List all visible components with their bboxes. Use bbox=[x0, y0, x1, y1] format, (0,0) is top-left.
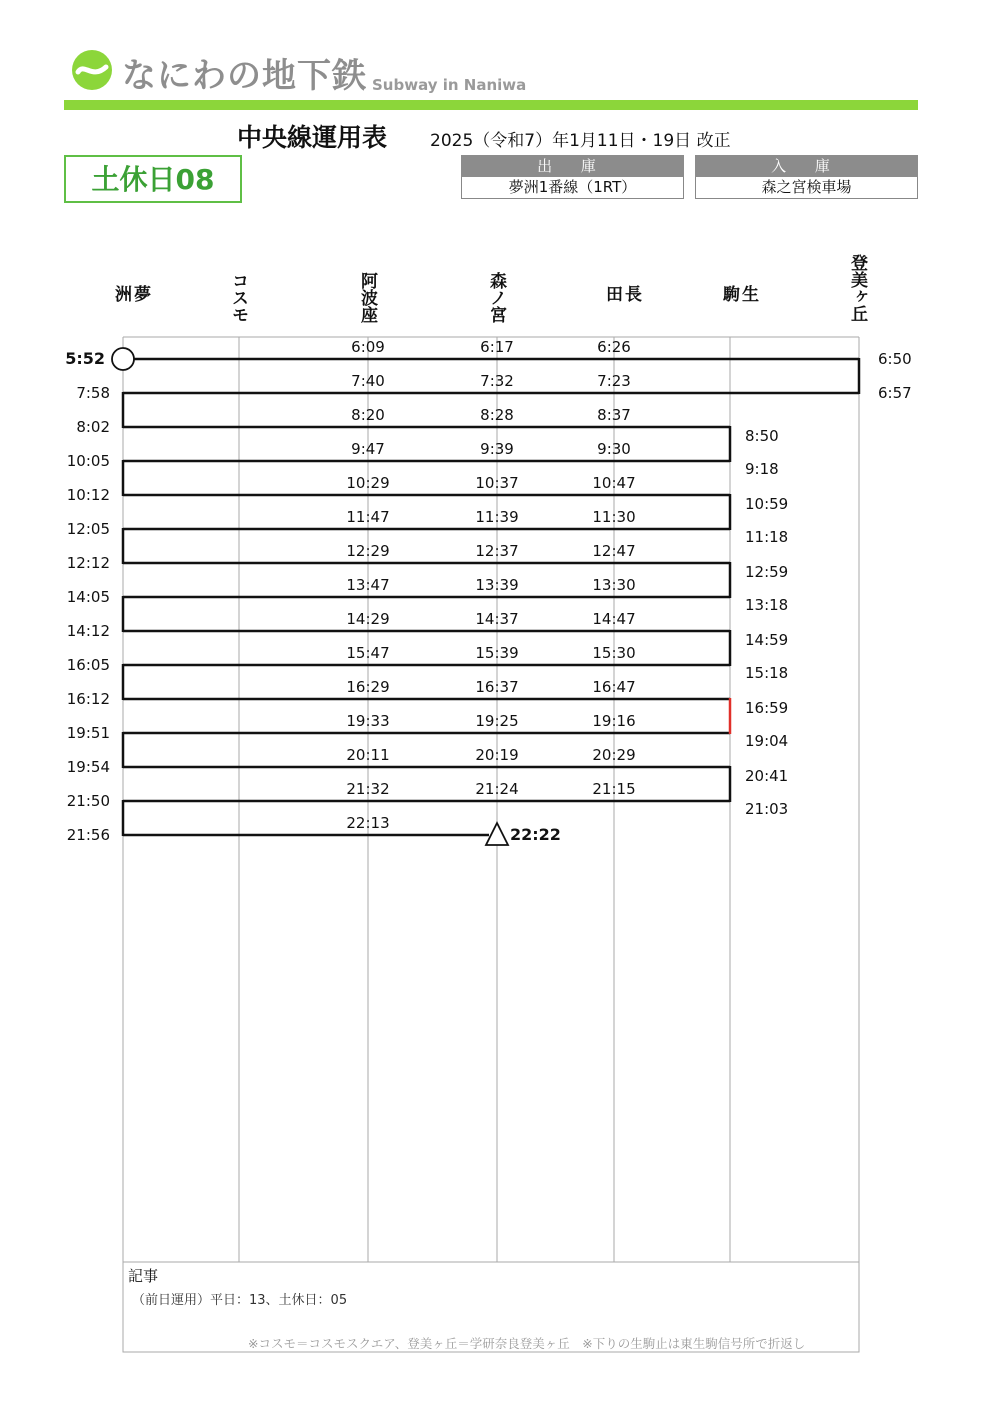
remarks-text: （前日運用）平日：13、土休日：05 bbox=[132, 1293, 348, 1308]
time-midstation: 16:47 bbox=[592, 678, 636, 696]
time-ikoma: 21:03 bbox=[745, 800, 789, 818]
time-tomigaoka: 6:50 bbox=[878, 350, 912, 368]
time-ikoma: 9:18 bbox=[745, 460, 779, 478]
time-yumeshima: 19:51 bbox=[66, 724, 110, 742]
time-midstation: 9:30 bbox=[597, 440, 631, 458]
time-ikoma: 15:18 bbox=[745, 664, 789, 682]
time-midstation: 15:39 bbox=[475, 644, 519, 662]
time-midstation: 6:09 bbox=[351, 338, 385, 356]
time-midstation: 16:37 bbox=[475, 678, 519, 696]
time-midstation: 15:30 bbox=[592, 644, 636, 662]
operation-id: 土休日08 bbox=[91, 163, 215, 196]
time-midstation: 11:47 bbox=[346, 508, 390, 526]
time-ikoma: 11:18 bbox=[745, 528, 789, 546]
time-yumeshima: 19:54 bbox=[66, 758, 110, 776]
time-midstation: 15:47 bbox=[346, 644, 390, 662]
time-yumeshima: 14:05 bbox=[66, 588, 110, 606]
time-ikoma: 12:59 bbox=[745, 563, 789, 581]
time-midstation: 8:20 bbox=[351, 406, 385, 424]
time-midstation: 14:37 bbox=[475, 610, 519, 628]
depart-value: 夢洲1番線（1RT） bbox=[461, 177, 684, 199]
time-midstation: 13:30 bbox=[592, 576, 636, 594]
time-yumeshima: 21:56 bbox=[66, 826, 110, 844]
revision-date: 2025（令和7）年1月11日・19日 改正 bbox=[430, 131, 731, 151]
remarks-title: 記事 bbox=[128, 1267, 159, 1285]
station-header-morinomiya: 森ノ宮 bbox=[486, 272, 506, 323]
time-midstation: 21:32 bbox=[346, 780, 390, 798]
station-header-cosmo: コスモ bbox=[228, 272, 248, 323]
depart-circle-icon bbox=[112, 348, 134, 370]
time-yumeshima: 12:12 bbox=[66, 554, 110, 572]
time-midstation: 7:40 bbox=[351, 372, 385, 390]
time-midstation: 8:28 bbox=[480, 406, 514, 424]
time-midstation: 21:24 bbox=[475, 780, 519, 798]
time-midstation: 14:29 bbox=[346, 610, 390, 628]
time-midstation: 11:39 bbox=[475, 508, 519, 526]
time-midstation: 12:29 bbox=[346, 542, 390, 560]
time-ikoma: 10:59 bbox=[745, 495, 789, 513]
arrive-label: 入 庫 bbox=[695, 155, 918, 177]
time-midstation: 12:37 bbox=[475, 542, 519, 560]
time-ikoma: 20:41 bbox=[745, 767, 789, 785]
time-midstation: 14:47 bbox=[592, 610, 636, 628]
time-tomigaoka: 6:57 bbox=[878, 384, 912, 402]
time-midstation: 8:37 bbox=[597, 406, 631, 424]
time-midstation: 16:29 bbox=[346, 678, 390, 696]
time-midstation: 10:47 bbox=[592, 474, 636, 492]
time-midstation: 20:19 bbox=[475, 746, 519, 764]
time-midstation: 11:30 bbox=[592, 508, 636, 526]
time-yumeshima: 16:05 bbox=[66, 656, 110, 674]
time-midstation: 6:26 bbox=[597, 338, 631, 356]
time-midstation: 19:25 bbox=[475, 712, 519, 730]
time-midstation: 10:37 bbox=[475, 474, 519, 492]
time-midstation: 9:47 bbox=[351, 440, 385, 458]
station-header-ikoma: 生駒 bbox=[719, 284, 758, 320]
time-yumeshima: 10:05 bbox=[66, 452, 110, 470]
time-yumeshima: 14:12 bbox=[66, 622, 110, 640]
page-title: 中央線運用表 bbox=[237, 123, 388, 152]
time-midstation: 19:33 bbox=[346, 712, 390, 730]
footnote: ※コスモ＝コスモスクエア、登美ヶ丘＝学研奈良登美ヶ丘 ※下りの生駒止は東生駒信号所で折返し bbox=[248, 1336, 806, 1351]
time-midstation: 7:23 bbox=[597, 372, 631, 390]
time-midstation: 7:32 bbox=[480, 372, 514, 390]
station-header-tomigaoka: 登美ヶ丘 bbox=[847, 254, 867, 322]
station-header-nagata: 長田 bbox=[602, 284, 641, 320]
time-ikoma: 8:50 bbox=[745, 427, 779, 445]
time-midstation: 21:15 bbox=[592, 780, 636, 798]
time-ikoma: 14:59 bbox=[745, 631, 789, 649]
time-midstation: 12:47 bbox=[592, 542, 636, 560]
time-ikoma: 19:04 bbox=[745, 732, 789, 750]
logo-text: なにわの地下鉄 bbox=[122, 56, 367, 96]
depart-label: 出 庫 bbox=[461, 155, 684, 177]
time-ikoma: 13:18 bbox=[745, 596, 789, 614]
time-ikoma: 16:59 bbox=[745, 699, 789, 717]
arrive-triangle-icon bbox=[486, 823, 508, 845]
time-midstation: 6:17 bbox=[480, 338, 514, 356]
time-yumeshima: 5:52 bbox=[65, 349, 105, 368]
station-header-awaza: 阿波座 bbox=[357, 272, 377, 323]
time-end-arrival: 22:22 bbox=[510, 825, 561, 844]
time-midstation: 20:29 bbox=[592, 746, 636, 764]
time-midstation: 13:47 bbox=[346, 576, 390, 594]
arrive-value: 森之宮検車場 bbox=[695, 177, 918, 199]
time-yumeshima: 10:12 bbox=[66, 486, 110, 504]
time-midstation: 10:29 bbox=[346, 474, 390, 492]
time-yumeshima: 7:58 bbox=[76, 384, 110, 402]
time-midstation: 9:39 bbox=[480, 440, 514, 458]
time-midstation: 22:13 bbox=[346, 814, 390, 832]
logo-subtitle: Subway in Naniwa bbox=[372, 76, 527, 94]
time-yumeshima: 12:05 bbox=[66, 520, 110, 538]
time-yumeshima: 16:12 bbox=[66, 690, 110, 708]
time-midstation: 20:11 bbox=[346, 746, 390, 764]
time-yumeshima: 8:02 bbox=[76, 418, 110, 436]
time-yumeshima: 21:50 bbox=[66, 792, 110, 810]
time-midstation: 13:39 bbox=[475, 576, 519, 594]
station-header-yumeshima: 夢洲 bbox=[111, 284, 150, 320]
time-midstation: 19:16 bbox=[592, 712, 636, 730]
